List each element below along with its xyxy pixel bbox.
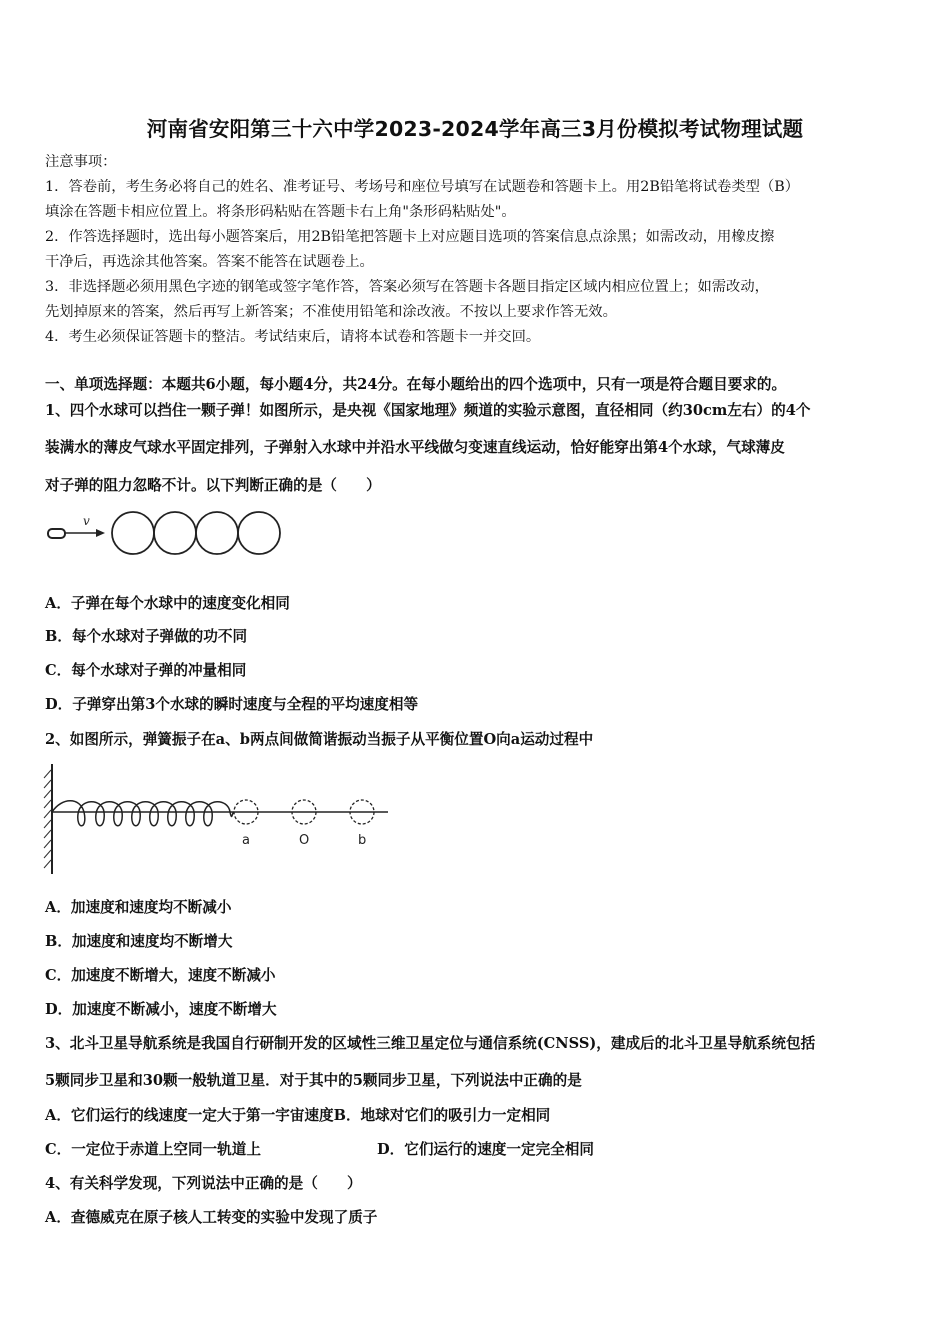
question-4-stem: 4、有关科学发现，下列说法中正确的是（ ） — [45, 1175, 362, 1192]
notice-line: 3．非选择题必须用黑色字迹的钢笔或签字笔作答，答案必须写在答题卡各题目指定区域内相应位置上；如需改动， — [45, 279, 769, 295]
page-title: 河南省安阳第三十六中学2023-2024学年高三3月份模拟考试物理试题 — [146, 117, 804, 141]
section-heading: 一、单项选择题：本题共6小题，每小题4分，共24分。在每小题给出的四个选项中，只有一项是符合题目要求的。 — [45, 376, 787, 393]
point-o-label: O — [299, 833, 310, 848]
question-1-stem: 对子弹的阻力忽略不计。以下判断正确的是（ ） — [45, 477, 381, 494]
question-3-option-c: C．一定位于赤道上空同一轨道上 — [45, 1141, 261, 1158]
question-2-option-a: A．加速度和速度均不断减小 — [45, 899, 232, 916]
question-3-option-d: D．它们运行的速度一定完全相同 — [377, 1141, 594, 1158]
notice-heading: 注意事项： — [45, 154, 117, 170]
question-3-stem: 5颗同步卫星和30颗一般轨道卫星．对于其中的5颗同步卫星，下列说法中正确的是 — [45, 1072, 582, 1089]
notice-line: 4．考生必须保证答题卡的整洁。考试结束后，请将本试卷和答题卡一并交回。 — [45, 329, 541, 345]
question-3-stem: 3、北斗卫星导航系统是我国自行研制开发的区域性三维卫星定位与通信系统(CNSS)，建成后的北斗卫星导航系统包括 — [45, 1035, 816, 1052]
notice-line: 干净后，再选涂其他答案。答案不能答在试题卷上。 — [45, 254, 374, 270]
question-1-option-b: B．每个水球对子弹做的功不同 — [45, 628, 248, 645]
question-4-option-a: A．查德威克在原子核人工转变的实验中发现了质子 — [45, 1209, 378, 1226]
point-b-label: b — [358, 833, 367, 848]
notice-line: 先划掉原来的答案，然后再写上新答案；不准使用铅笔和涂改液。不按以上要求作答无效。 — [45, 304, 617, 320]
velocity-label: v — [83, 514, 90, 528]
question-1-option-d: D．子弹穿出第3个水球的瞬时速度与全程的平均速度相等 — [45, 696, 419, 713]
question-1-option-c: C．每个水球对子弹的冲量相同 — [45, 662, 247, 679]
question-1-stem: 装满水的薄皮气球水平固定排列，子弹射入水球中并沿水平线做匀变速直线运动，恰好能穿出第4个水球，气球薄皮 — [45, 439, 785, 456]
question-1-stem: 1、四个水球可以挡住一颗子弹！如图所示，是央视《国家地理》频道的实验示意图，直径相同（约30cm左右）的4个 — [45, 402, 811, 419]
question-3-option-ab: A．它们运行的线速度一定大于第一宇宙速度B．地球对它们的吸引力一定相同 — [45, 1107, 551, 1124]
question-2-option-b: B．加速度和速度均不断增大 — [45, 933, 233, 950]
question-2-option-d: D．加速度不断减小，速度不断增大 — [45, 1001, 277, 1018]
water-balloons-figure — [45, 508, 290, 558]
spring-oscillator-figure — [40, 762, 400, 877]
question-2-option-c: C．加速度不断增大，速度不断减小 — [45, 967, 276, 984]
notice-line: 1．答卷前，考生务必将自己的姓名、准考证号、考场号和座位号填写在试题卷和答题卡上。用2B铅笔将试卷类型（B） — [45, 179, 800, 195]
question-2-stem: 2、如图所示，弹簧振子在a、b两点间做简谐振动当振子从平衡位置O向a运动过程中 — [45, 731, 594, 748]
notice-line: 2．作答选择题时，选出每小题答案后，用2B铅笔把答题卡上对应题目选项的答案信息点涂黑；如需改动，用橡皮擦 — [45, 229, 775, 245]
question-1-option-a: A．子弹在每个水球中的速度变化相同 — [45, 595, 290, 612]
notice-line: 填涂在答题卡相应位置上。将条形码粘贴在答题卡右上角"条形码粘贴处"。 — [45, 204, 516, 220]
point-a-label: a — [242, 833, 250, 848]
